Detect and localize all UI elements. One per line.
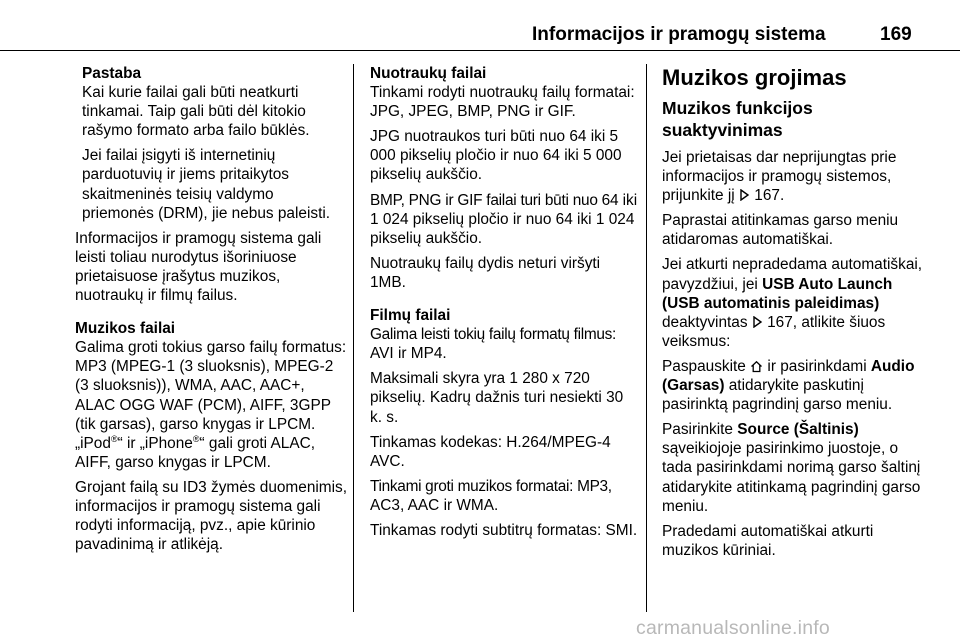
music-formats-paragraph: Galima groti tokius garso failų formatus: MP3 (MPEG-1 (3 sluoksnis), MPEG-2 (3 sluoksnis)), WMA, AAC, AAC+, ALAC OGG WAF (PCM), AIFF, 3GPP (tik garsas), garso knygas ir LPCM. „iPod®“ ir „iPhone®“ gali groti ALAC, AIFF, garso knygas ir LPCM. xyxy=(75,339,347,471)
section-title: Muzikos grojimas xyxy=(662,65,847,90)
autoplay-paragraph: Pradedami automatiškai atkurti muzikos kūriniai. xyxy=(662,522,874,559)
jpg-size-paragraph: JPG nuotraukos turi būti nuo 64 iki 5 000 pikselių pločio ir nuo 64 iki 5 000 pikselių aukščio. xyxy=(370,128,622,184)
note-box xyxy=(75,64,347,223)
intro-paragraph: Informacijos ir pramogų sistema gali leisti toliau nurodytus išoriniuose prietaisuose įrašytus muzikos, nuotraukų ir filmų failus. xyxy=(75,229,322,305)
subtitle-format-paragraph: Tinkamas rodyti subtitrų formatas: SMI. xyxy=(370,521,638,539)
note-paragraph-2: Jei failai įsigyti iš internetinių parduotuvių ir jiems pritaikytos skaitmeninės teisių valdymo priemonės (DRM), jie nebus paleisti. xyxy=(82,147,331,222)
photo-formats-paragraph: Tinkami rodyti nuotraukų failų formatai: JPG, JPEG, BMP, PNG ir GIF. xyxy=(370,84,635,121)
page-header xyxy=(0,0,960,50)
resolution-paragraph: Maksimali skyra yra 1 280 x 720 pikselių. Kadrų dažnis turi nesiekti 30 k. s. xyxy=(370,370,624,426)
page-reference-arrow-icon xyxy=(739,189,750,201)
header-rule xyxy=(0,50,960,51)
movie-formats-paragraph: Galima leisti tokių failų formatų filmus: AVI ir MP4. xyxy=(370,326,617,363)
id3-paragraph: Grojant failą su ID3 žymės duomenimis, informacijos ir pramogų sistema gali rodyti informaciją, pvz., apie kūrinio pavadinimą ir atlikėją. xyxy=(75,478,348,554)
movie-files-heading: Filmų failai xyxy=(370,307,451,325)
movie-audio-formats-paragraph: Tinkami groti muzikos formatai: MP3, AC3, AAC ir WMA. xyxy=(370,477,612,514)
page-number: 169 xyxy=(880,24,912,45)
select-source-paragraph: Pasirinkite Source (Šaltinis) sąveikiojoje pasirinkimo juostoje, o tada pasirinkdami norimą garso šaltinį atidarykite atitinkamą pagrindinį garso meniu. xyxy=(662,421,921,515)
photo-files-heading: Nuotraukų failai xyxy=(370,65,487,82)
music-files-heading: Muzikos failai xyxy=(75,320,176,338)
column-3 xyxy=(662,64,926,566)
watermark: carmanualsonline.info xyxy=(636,617,830,639)
auto-open-paragraph: Paprastai atitinkamas garso meniu atidaromas automatiškai. xyxy=(662,212,899,249)
column-1 xyxy=(75,64,347,560)
column-2 xyxy=(370,64,638,546)
codec-paragraph: Tinkamas kodekas: H.264/MPEG-4 AVC. xyxy=(370,433,611,470)
connect-paragraph: Jei prietaisas dar neprijungtas prie informacijos ir pramogų sistemos, prijunkite jį 167. xyxy=(662,149,897,205)
photo-filesize-paragraph: Nuotraukų failų dydis neturi viršyti 1MB. xyxy=(370,254,601,291)
page-reference: 167 xyxy=(767,313,793,331)
usb-auto-launch-paragraph: Jei atkurti nepradedama automatiškai, pavyzdžiui, jei USB Auto Launch (USB automatinis paleidimas) deaktyvintas 167, atlikite šiuos veiksmus: xyxy=(662,256,923,350)
column-divider-2 xyxy=(646,64,647,612)
note-paragraph-1: Kai kurie failai gali būti neatkurti tinkamai. Taip gali būti dėl kitokio rašymo formato arba failo būklės. xyxy=(82,84,310,140)
column-divider-1 xyxy=(353,64,354,612)
header-title: Informacijos ir pramogų sistema xyxy=(532,24,826,45)
press-home-paragraph: Paspauskite ir pasirinkdami Audio (Garsas) atidarykite paskutinį pasirinktą pagrindinį garso meniu. xyxy=(662,357,915,414)
page-reference-arrow-icon xyxy=(752,316,763,328)
home-icon xyxy=(750,360,763,373)
page-reference: 167 xyxy=(754,187,780,205)
bmp-size-paragraph: BMP, PNG ir GIF failai turi būti nuo 64 iki 1 024 pikselių pločio ir nuo 64 iki 1 024 pikselių aukščio. xyxy=(370,191,638,247)
section-subtitle: Muzikos funkcijos suaktyvinimas xyxy=(662,98,813,140)
note-title: Pastaba xyxy=(82,65,142,82)
